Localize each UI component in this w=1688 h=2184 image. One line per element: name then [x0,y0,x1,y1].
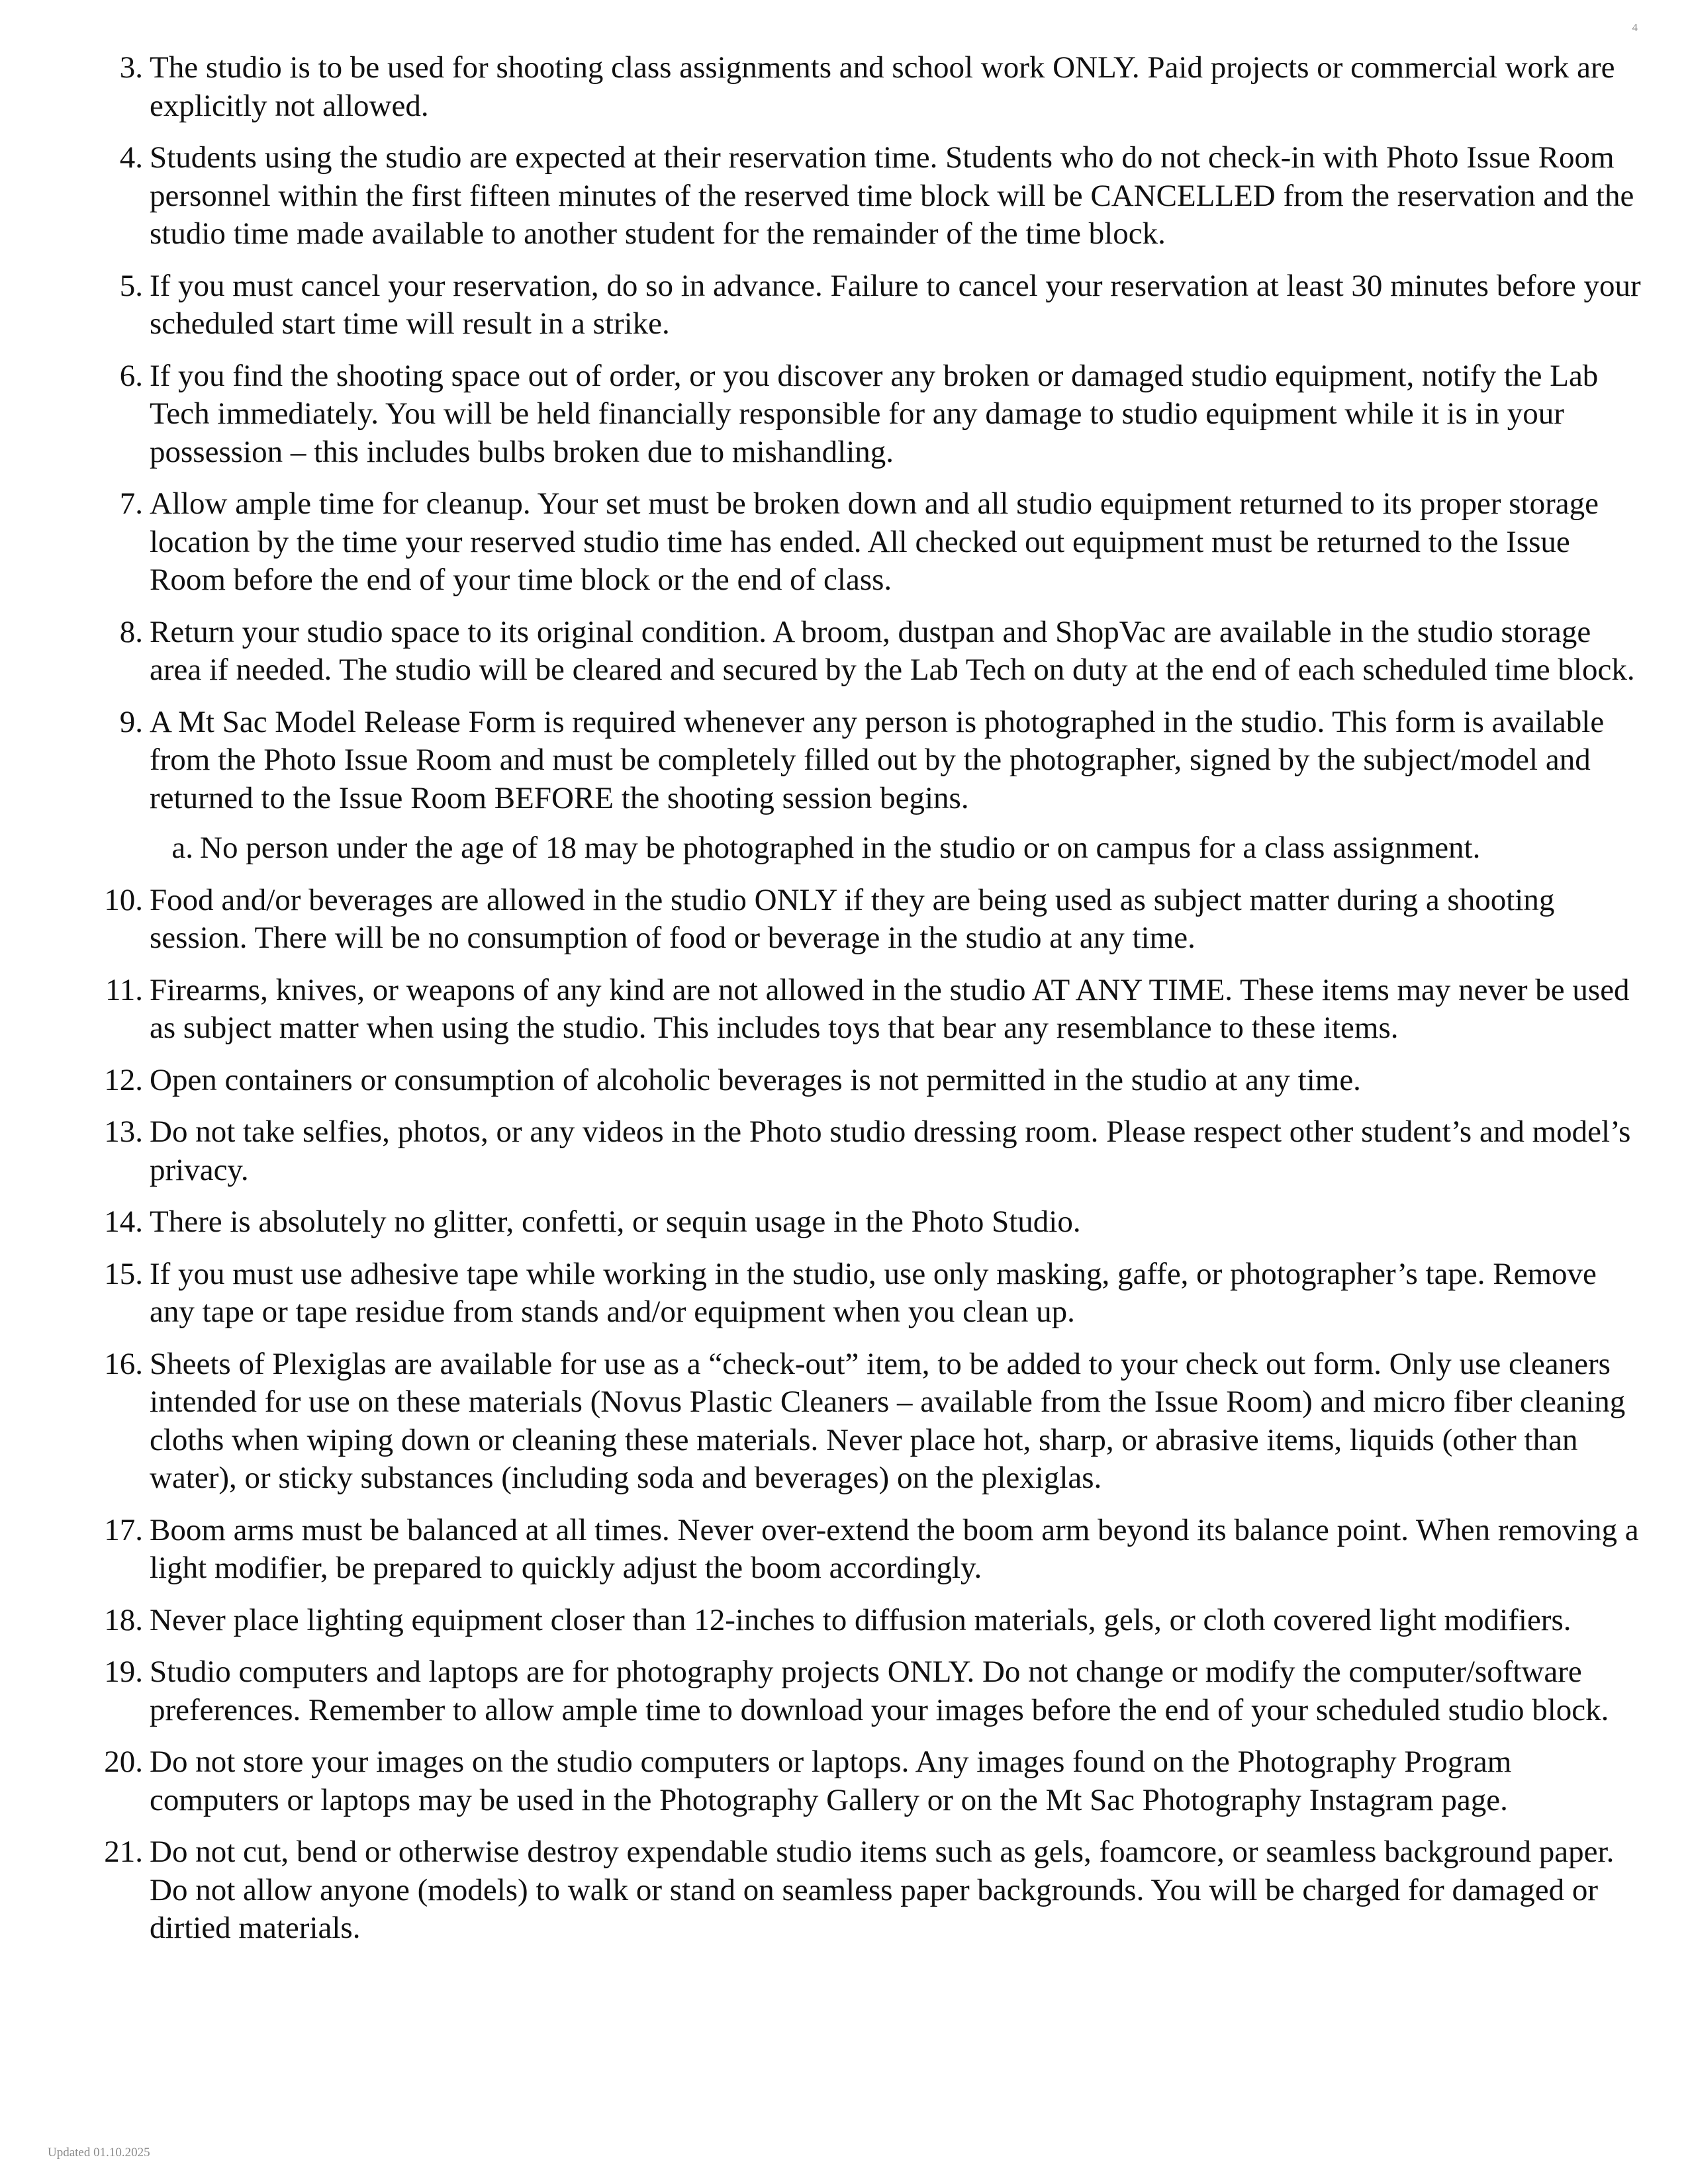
rule-item [93,1255,1642,1332]
rule-number: 8. [119,614,143,649]
rule-number: 4. [119,140,143,175]
rule-number: 17. [104,1512,143,1547]
rule-number: 6. [119,358,143,393]
rule-number: 5. [119,268,143,303]
rule-text: Boom arms must be balanced at all times. Never over-extend the boom arm beyond its balance point. When removing a light modifier, be prepared to quickly adjust the boom accordingly. [150,1512,1639,1585]
rule-text: Do not take selfies, photos, or any videos in the Photo studio dressing room. Please respect other student’s and model’s privacy. [150,1115,1631,1187]
rule-text: The studio is to be used for shooting class assignments and school work ONLY. Paid projects or commercial work are explicitly not allowed. [150,50,1615,123]
rule-item [93,1512,1642,1588]
rule-item [93,614,1642,690]
subrule-list [150,829,1642,868]
rule-item [93,1833,1642,1948]
rule-item [93,49,1642,125]
rule-item [93,882,1642,958]
studio-rules-list [93,49,1642,1962]
rule-text: If you find the shooting space out of order, or you discover any broken or damaged studio equipment, notify the Lab Tech immediately. You will be held financially responsible for any damage to studio equipment while it is in your possession – this includes bulbs broken due to mishandling. [150,358,1599,469]
subrule-text: No person under the age of 18 may be photographed in the studio or on campus for a class assignment. [200,831,1481,865]
rule-number: 15. [104,1256,143,1291]
rule-item [93,1743,1642,1819]
rule-item [93,1345,1642,1498]
updated-date-footer: Updated 01.10.2025 [48,2146,150,2160]
subrule-marker: a. [171,831,193,865]
rule-item [93,972,1642,1048]
rule-text: If you must cancel your reservation, do so in advance. Failure to cancel your reservation at least 30 minutes before your scheduled start time will result in a strike. [150,268,1641,341]
rule-item [93,1602,1642,1640]
rule-item [93,139,1642,253]
rule-number: 14. [104,1205,143,1239]
rule-item [93,1653,1642,1729]
rule-item [93,1062,1642,1100]
rule-item [93,1203,1642,1242]
rule-item [93,1113,1642,1189]
rule-text: Students using the studio are expected at their reservation time. Students who do not check-in with Photo Issue Room personnel within the first fifteen minutes of the reserved time block will be CANCELLED from the reservation and the studio time made available to another student for the remainder of the time block. [150,140,1634,251]
rule-item [93,485,1642,600]
rule-number: 18. [104,1602,143,1637]
rule-number: 12. [104,1062,143,1097]
rule-text: Do not cut, bend or otherwise destroy expendable studio items such as gels, foamcore, or seamless background paper. Do not allow anyone (models) to walk or stand on seamless paper backgrounds. You will be charged for damaged or dirtied materials. [150,1835,1615,1945]
rule-number: 3. [119,50,143,85]
rule-number: 13. [104,1115,143,1149]
rule-text: If you must use adhesive tape while working in the studio, use only masking, gaffe, or photographer’s tape. Remove any tape or tape residue from stands and/or equipment when you clean up. [150,1256,1597,1329]
rule-number: 21. [104,1835,143,1869]
rule-number: 9. [119,704,143,739]
rule-item [93,357,1642,472]
page-number: 4 [1632,21,1638,34]
rule-number: 10. [104,882,143,917]
rule-number: 20. [104,1745,143,1779]
rule-text: Firearms, knives, or weapons of any kind are not allowed in the studio AT ANY TIME. These items may never be used as subject matter when using the studio. This includes toys that bear any resemblance to these items. [150,972,1630,1045]
rule-text: A Mt Sac Model Release Form is required whenever any person is photographed in the studio. This form is available from the Photo Issue Room and must be completely filled out by the photographer, signed by the subject/model and returned to the Issue Room BEFORE the shooting session begins. [150,704,1605,815]
rule-item [93,267,1642,343]
rule-number: 19. [104,1655,143,1689]
rule-text: Allow ample time for cleanup. Your set must be broken down and all studio equipment returned to its proper storage location by the time your reserved studio time has ended. All checked out equipment must be returned to the Issue Room before the end of your time block or the end of class. [150,486,1599,597]
rule-text: Return your studio space to its original condition. A broom, dustpan and ShopVac are available in the studio storage area if needed. The studio will be cleared and secured by the Lab Tech on duty at the end of each scheduled time block. [150,614,1635,687]
rule-text: Studio computers and laptops are for photography projects ONLY. Do not change or modify the computer/software preferences. Remember to allow ample time to download your images before the end of your scheduled studio block. [150,1655,1609,1727]
rule-text: There is absolutely no glitter, confetti, or sequin usage in the Photo Studio. [150,1205,1081,1239]
rule-text: Do not store your images on the studio computers or laptops. Any images found on the Photography Program computers or laptops may be used in the Photography Gallery or on the Mt Sac Photography Instagram page. [150,1745,1512,1817]
rule-number: 7. [119,486,143,521]
rule-text: Food and/or beverages are allowed in the studio ONLY if they are being used as subject matter during a shooting session. There will be no consumption of food or beverage in the studio at any time. [150,882,1555,955]
rule-item [93,704,1642,868]
rule-number: 16. [104,1346,143,1381]
rule-text: Never place lighting equipment closer than 12-inches to diffusion materials, gels, or cloth covered light modifiers. [150,1602,1571,1637]
rule-number: 11. [105,972,143,1007]
rule-text: Open containers or consumption of alcoholic beverages is not permitted in the studio at any time. [150,1062,1361,1097]
subrule-item [150,829,1642,868]
rule-text: Sheets of Plexiglas are available for use as a “check-out” item, to be added to your check out form. Only use cleaners intended for use on these materials (Novus Plastic Cleaners – available from the Issue Room) and micro fiber cleaning cloths when wiping down or cleaning these materials. Never place hot, sharp, or abrasive items, liquids (other than water), or sticky substances (including soda and beverages) on the plexiglas. [150,1346,1626,1495]
